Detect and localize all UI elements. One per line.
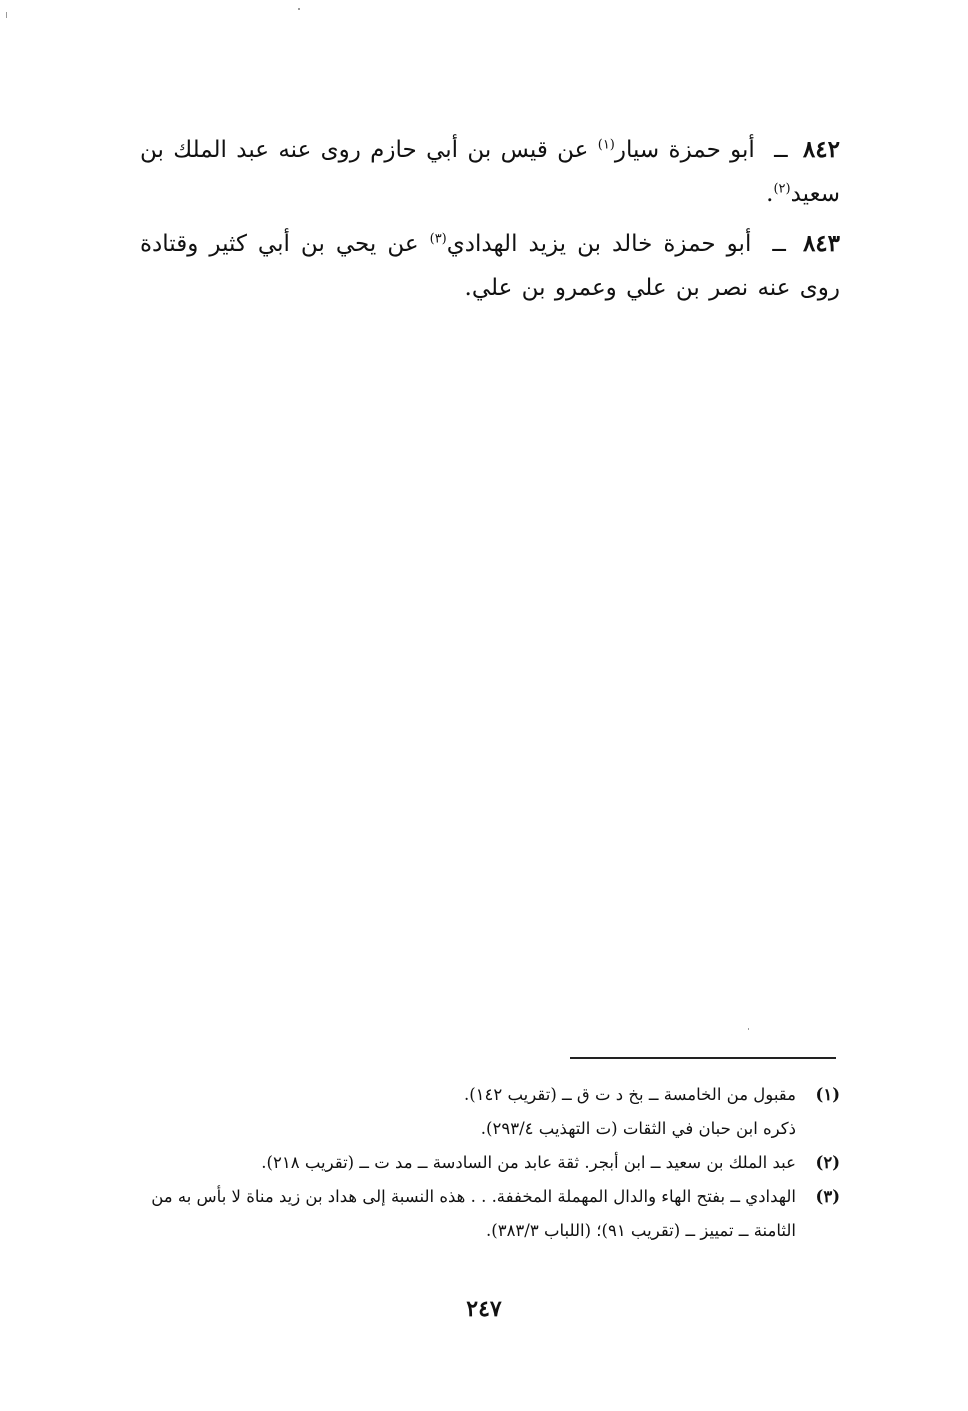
entry-dash: ــ	[774, 137, 788, 163]
page-number: ٢٤٧	[466, 1296, 502, 1322]
footnote-line: مقبول من الخامسة ــ بخ د ت ق ــ (تقريب ١٤٢).	[463, 1085, 796, 1104]
entry-number: ٨٤٢	[802, 136, 840, 163]
entry-dash: ــ	[772, 231, 786, 257]
footnote-ref[interactable]: (٢)	[773, 181, 791, 197]
footnote-ref[interactable]: (١)	[597, 137, 615, 153]
scan-speck	[748, 1028, 749, 1030]
footnote-1	[140, 1078, 840, 1146]
footnote-line: الهدادي ــ بفتح الهاء والدال المهملة المخففة. . . هذه النسبة إلى هداد بن زيد مناة لا بأس به من الثامنة ــ تمييز ــ (تقريب ٩١)؛ (اللباب ٣٨٣/٣).	[151, 1187, 796, 1240]
footnote-body	[140, 1180, 796, 1248]
scan-speck	[298, 8, 300, 10]
scan-speck	[6, 12, 7, 18]
footnote-body	[140, 1078, 796, 1146]
footnotes-section	[140, 1078, 840, 1248]
entries-list	[140, 128, 840, 316]
entry-text: عن يحي بن أبي كثير وقتادة روى عنه نصر بن علي وعمرو بن علي	[140, 231, 840, 301]
footnote-2	[140, 1146, 840, 1180]
entry-name: أبو حمزة خالد بن يزيد الهدادي	[446, 231, 752, 257]
entry-text: عن قيس بن أبي حازم روى عنه عبد الملك بن سعيد	[140, 137, 840, 207]
footnote-3	[140, 1180, 840, 1248]
entry-number: ٨٤٣	[802, 230, 840, 257]
footnote-body	[140, 1146, 796, 1180]
footnote-mark: (١)	[815, 1085, 840, 1104]
footnote-line: عبد الملك بن سعيد ــ ابن أبجر. ثقة عابد من السادسة ــ مد ت ــ (تقريب ٢١٨).	[261, 1153, 796, 1172]
entry-name: أبو حمزة سيار	[614, 137, 755, 163]
entry-843	[140, 222, 840, 310]
entry-end: .	[464, 275, 472, 301]
footnote-mark: (٣)	[815, 1187, 840, 1206]
footnote-separator	[570, 1057, 836, 1059]
footnote-line: ذكره ابن حبان في الثقات (ت التهذيب ٢٩٣/٤).	[480, 1119, 796, 1138]
footnote-ref[interactable]: (٣)	[429, 231, 447, 247]
entry-842	[140, 128, 840, 216]
entry-end: .	[766, 181, 774, 207]
footnote-mark: (٢)	[815, 1153, 840, 1172]
